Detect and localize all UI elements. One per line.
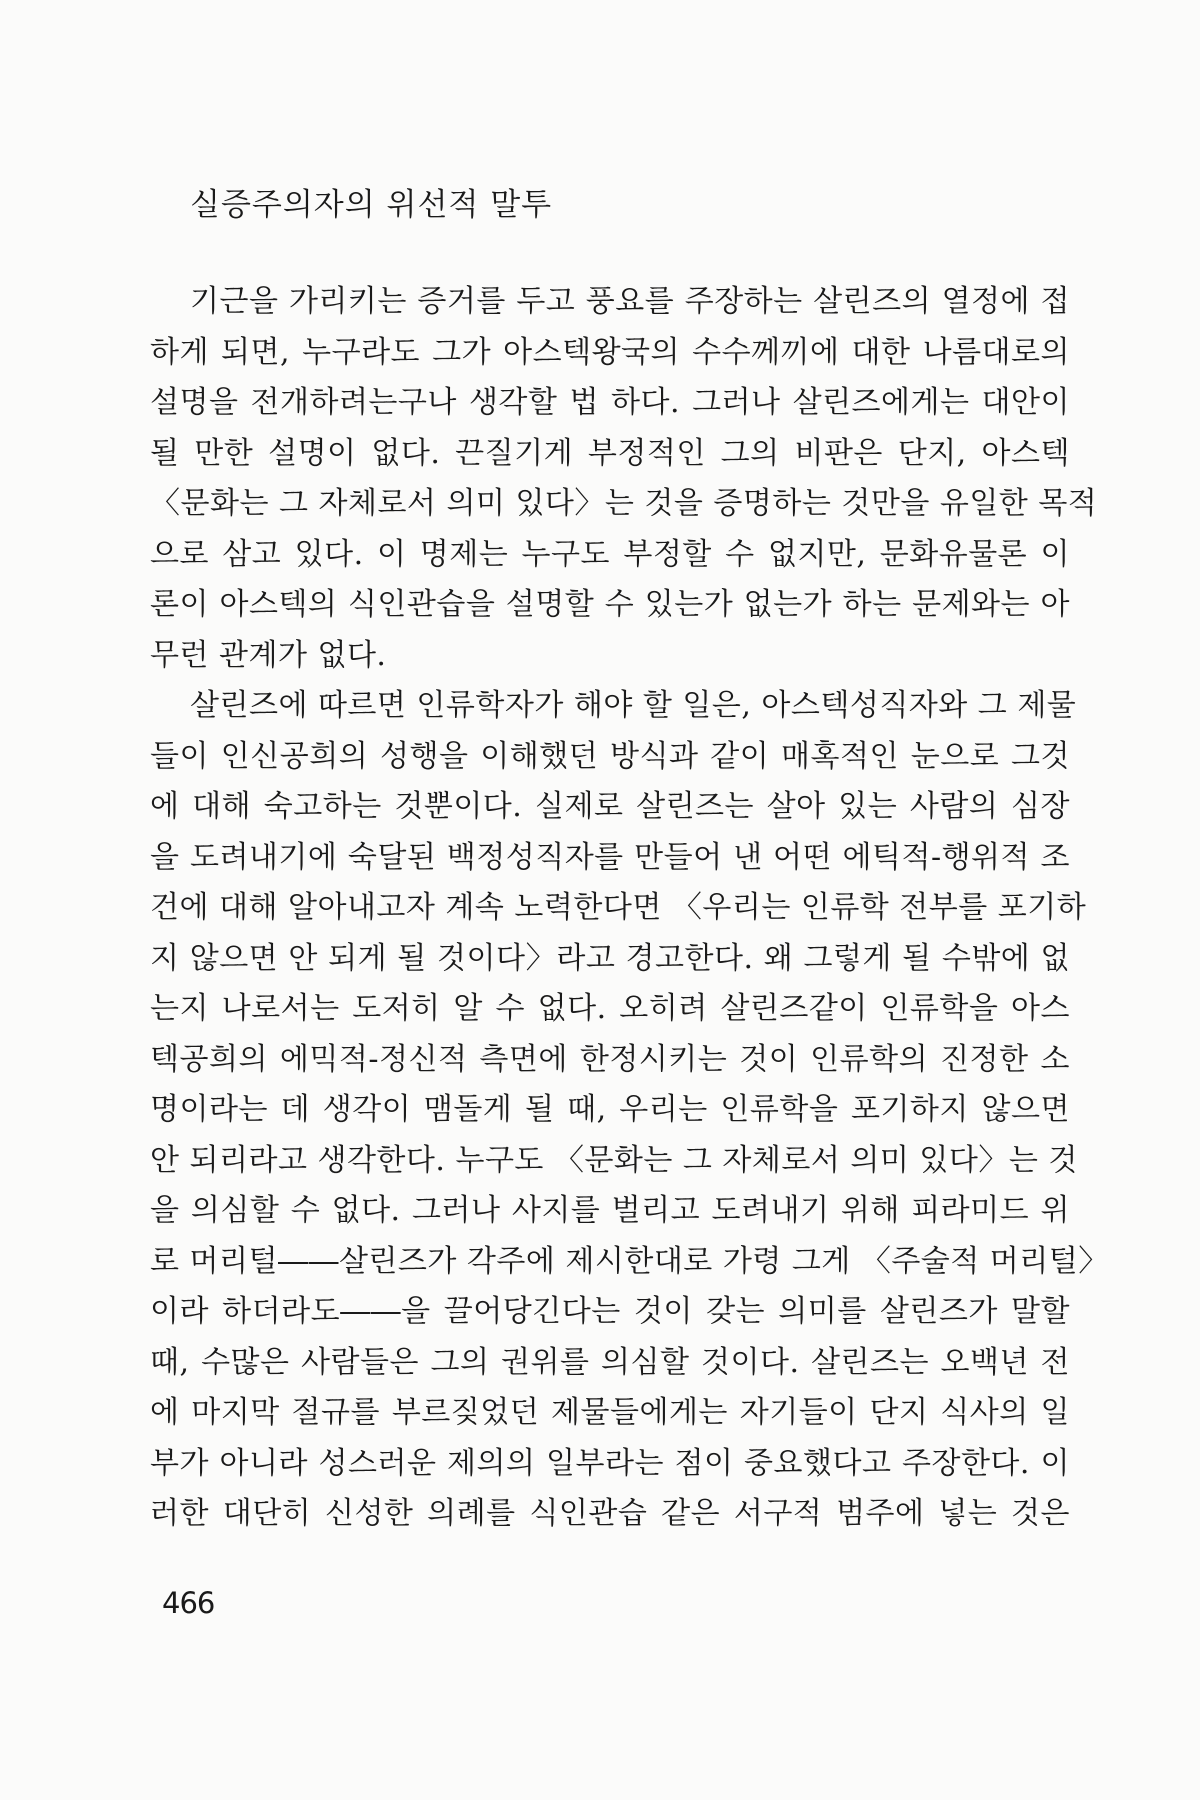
paragraph-line: 안 되리라고 생각한다. 누구도 〈문화는 그 자체로서 의미 있다〉는 것 xyxy=(150,1142,1078,1178)
paragraph-1 xyxy=(150,277,1098,681)
paragraph-line: 을 의심할 수 없다. 그러나 사지를 벌리고 도려내기 위해 피라미드 위 xyxy=(150,1193,1070,1228)
paragraph-line: 때, 수많은 사람들은 그의 권위를 의심할 것이다. 살린즈는 오백년 전 xyxy=(150,1344,1070,1380)
paragraph-line: 을 도려내기에 숙달된 백정성직자를 만들어 낸 어떤 에틱적-행위적 조 xyxy=(150,839,1070,875)
paragraph-line: 는지 나로서는 도저히 알 수 없다. 오히려 살린즈같이 인류학을 아스 xyxy=(150,991,1070,1026)
paragraph-line: 들이 인신공희의 성행을 이해했던 방식과 같이 매혹적인 눈으로 그것 xyxy=(150,738,1070,774)
paragraph-line: 로 머리털――살린즈가 각주에 제시한대로 가령 그게 〈주술적 머리털〉 xyxy=(150,1243,1109,1279)
paragraph-line: 하게 되면, 누구라도 그가 아스텍왕국의 수수께끼에 대한 나름대로의 xyxy=(150,334,1070,370)
paragraph-line: 건에 대해 알아내고자 계속 노력한다면 〈우리는 인류학 전부를 포기하 xyxy=(150,890,1087,925)
paragraph-line: 러한 대단히 신성한 의례를 식인관습 같은 서구적 범주에 넣는 것은 xyxy=(150,1496,1070,1531)
paragraph-line: 이라 하더라도――을 끌어당긴다는 것이 갖는 의미를 살린즈가 말할 xyxy=(150,1294,1070,1329)
paragraph-line: 될 만한 설명이 없다. 끈질기게 부정적인 그의 비판은 단지, 아스텍 xyxy=(150,435,1070,471)
paragraph-line: 텍공희의 에믹적-정신적 측면에 한정시키는 것이 인류학의 진정한 소 xyxy=(150,1041,1070,1077)
section-heading: 실증주의자의 위선적 말투 xyxy=(190,187,553,223)
paragraph-line: 부가 아니라 성스러운 제의의 일부라는 점이 중요했다고 주장한다. 이 xyxy=(150,1445,1070,1481)
paragraph-line: 〈문화는 그 자체로서 의미 있다〉는 것을 증명하는 것만을 유일한 목적 xyxy=(150,486,1098,521)
paragraph-line: 으로 삼고 있다. 이 명제는 누구도 부정할 수 없지만, 문화유물론 이 xyxy=(150,536,1070,572)
paragraph-line: 론이 아스텍의 식인관습을 설명할 수 있는가 없는가 하는 문제와는 아 xyxy=(150,587,1070,622)
paragraph-line: 기근을 가리키는 증거를 두고 풍요를 주장하는 살린즈의 열정에 접 xyxy=(190,284,1070,319)
text-block xyxy=(150,185,1109,1540)
paragraph-line: 지 않으면 안 되게 될 것이다〉라고 경고한다. 왜 그렇게 될 수밖에 없 xyxy=(150,940,1070,976)
paragraph-line: 에 마지막 절규를 부르짖었던 제물들에게는 자기들이 단지 식사의 일 xyxy=(150,1395,1070,1430)
paragraph-line: 에 대해 숙고하는 것뿐이다. 실제로 살린즈는 살아 있는 사람의 심장 xyxy=(150,789,1070,824)
paragraph-line: 명이라는 데 생각이 맴돌게 될 때, 우리는 인류학을 포기하지 않으면 xyxy=(150,1092,1070,1127)
page-number: 466 xyxy=(162,1586,215,1620)
paragraph-line: 무런 관계가 없다. xyxy=(150,637,387,673)
paragraph-line: 설명을 전개하려는구나 생각할 법 하다. 그러나 살린즈에게는 대안이 xyxy=(150,385,1070,420)
paragraph-line: 살린즈에 따르면 인류학자가 해야 할 일은, 아스텍성직자와 그 제물 xyxy=(190,688,1077,723)
paragraph-2 xyxy=(150,681,1109,1540)
